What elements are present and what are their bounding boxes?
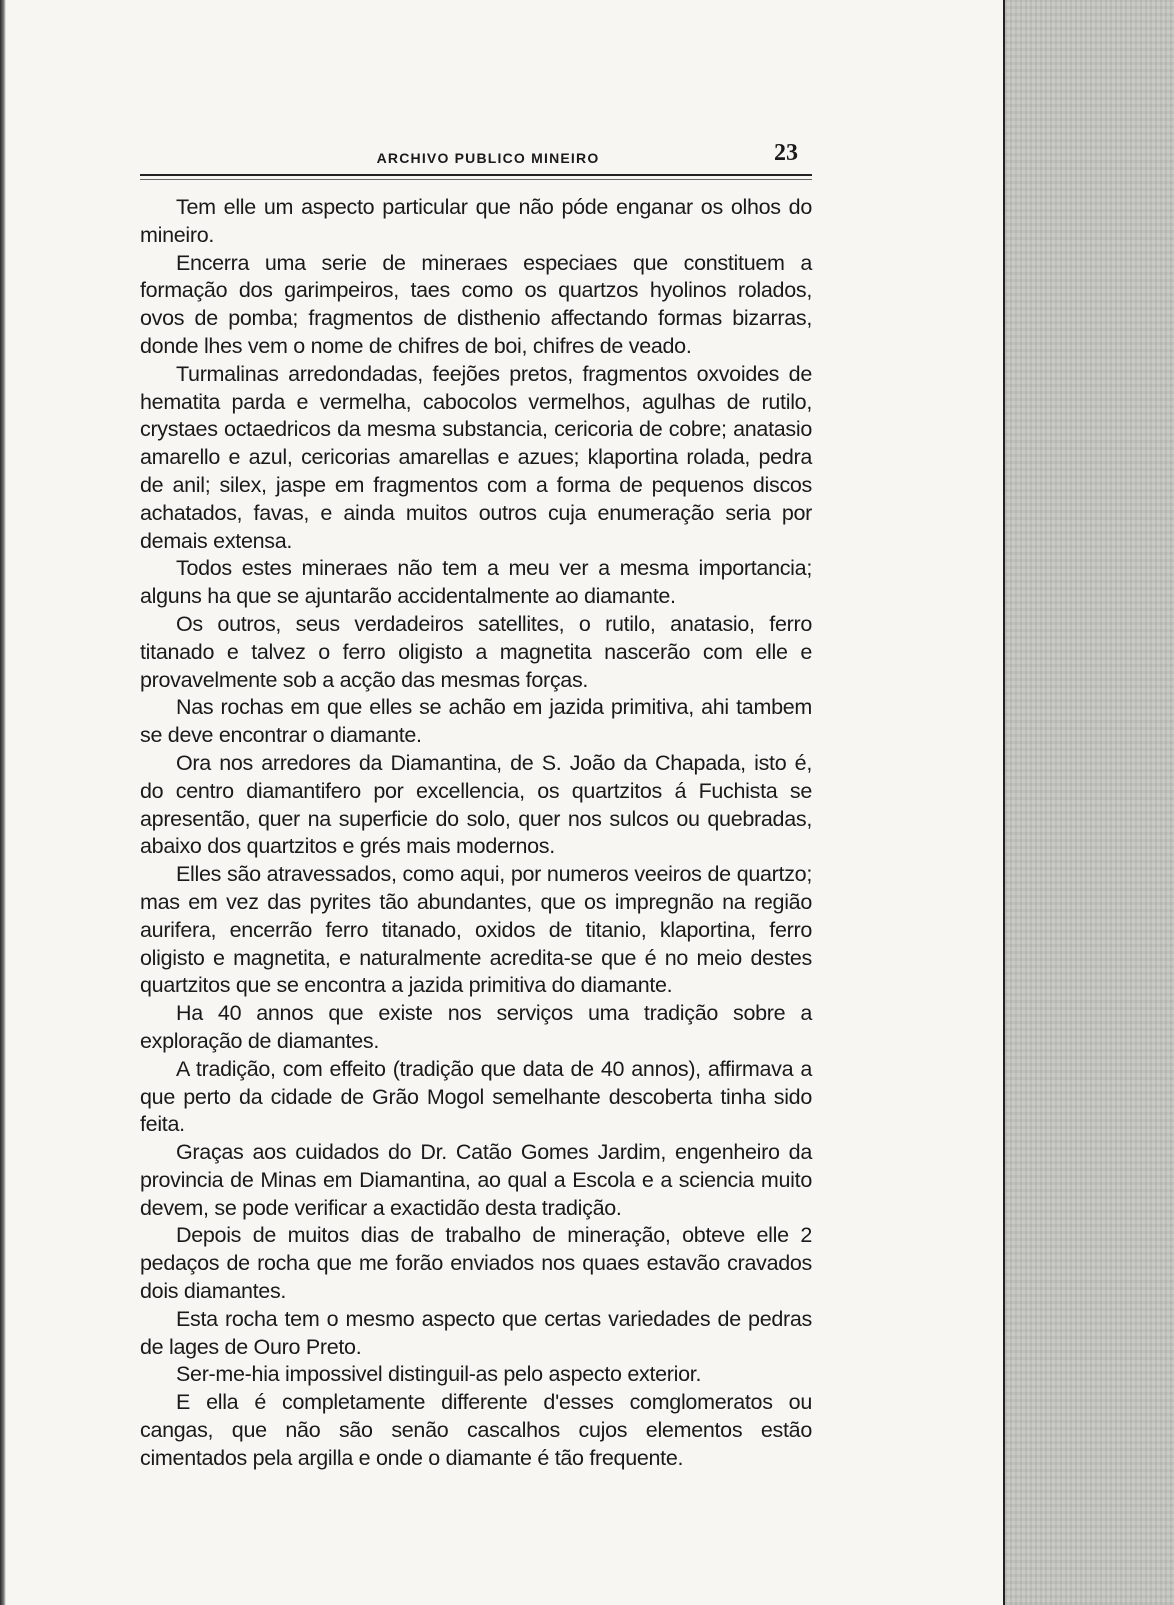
- page-left-edge: [0, 0, 6, 1605]
- paragraph: Depois de muitos dias de trabalho de mineração, obteve elle 2 pedaços de rocha que me forão enviados nos quaes estavão cravados dois diamantes.: [140, 1223, 812, 1304]
- paragraph: Tem elle um aspecto particular que não póde enganar os olhos do mineiro.: [140, 195, 812, 247]
- paragraph: Encerra uma serie de mineraes especiaes que constituem a formação dos garimpeiros, taes como os quartzos hyolinos rolados, ovos de pomba; fragmentos de disthenio affectando formas bizarras, donde lhes vem o nome de chifres de boi, chifres de veado.: [140, 250, 812, 358]
- paragraph: Todos estes mineraes não tem a meu ver a mesma importancia; alguns ha que se ajuntarão accidentalmente ao diamante.: [140, 556, 812, 609]
- page-number: 23: [774, 140, 798, 166]
- running-title: ARCHIVO PUBLICO MINEIRO: [376, 150, 600, 166]
- paragraph: Os outros, seus verdadeiros satellites, o rutilo, anatasio, ferro titanado e talvez o ferro oligisto a magnetita nascerão com elle e provavelmente sob a acção das mesmas forças.: [140, 611, 812, 692]
- paragraph: Ha 40 annos que existe nos serviços uma tradição sobre a exploração de diamantes.: [140, 1001, 812, 1053]
- paragraph: Ser-me-hia impossivel distinguil-as pelo aspecto exterior.: [176, 1362, 702, 1387]
- binding-gutter: [1005, 0, 1174, 1605]
- header-rule: [140, 174, 812, 180]
- body-text: [140, 194, 812, 1473]
- paragraph: E ella é completamente differente d'esses comglomeratos ou cangas, que não são senão cascalhos cujos elementos estão cimentados pela argilla e onde o diamante é tão frequente.: [140, 1390, 812, 1470]
- document-page: [140, 140, 812, 1473]
- paragraph: Elles são atravessados, como aqui, por numeros veeiros de quartzo; mas em vez das pyrites tão abundantes, que os impregnão na região aurifera, encerrão ferro titanado, oxidos de titanio, klaportina, ferro oligisto e magnetita, e naturalmente acredita-se que é no meio destes quartzitos que se encontra a jazida primitiva do diamante.: [140, 862, 812, 998]
- paragraph: Esta rocha tem o mesmo aspecto que certas variedades de pedras de lages de Ouro Preto.: [140, 1306, 812, 1359]
- paragraph: Turmalinas arredondadas, feejões pretos, fragmentos oxvoides de hematita parda e vermelha, cabocolos vermelhos, agulhas de rutilo, crystaes octaedricos da mesma substancia, cericoria de cobre; anatasio amarello e azul, cericorias amarellas e azues; klaportina rolada, pedra de anil; silex, jaspe em fragmentos com a forma de pequenos discos achatados, favas, e ainda muitos outros cuja enumeração seria por demais extensa.: [140, 361, 812, 553]
- paragraph: A tradição, com effeito (tradição que data de 40 annos), affirmava a que perto da cidade de Grão Mogol semelhante descoberta tinha sido feita.: [140, 1056, 812, 1137]
- paragraph: Nas rochas em que elles se achão em jazida primitiva, ahi tambem se deve encontrar o diamante.: [140, 695, 812, 748]
- paragraph: Ora nos arredores da Diamantina, de S. João da Chapada, isto é, do centro diamantifero por excellencia, os quartzitos á Fuchista se apresentão, quer na superficie do solo, quer nos sulcos ou quebradas, abaixo dos quartzitos e grés mais modernos.: [140, 750, 812, 859]
- paragraph: Graças aos cuidados do Dr. Catão Gomes Jardim, engenheiro da provincia de Minas em Diamantina, ao qual a Escola e a sciencia muito devem, se pode verificar a exactidão desta tradição.: [140, 1140, 812, 1220]
- page-header: [140, 140, 812, 172]
